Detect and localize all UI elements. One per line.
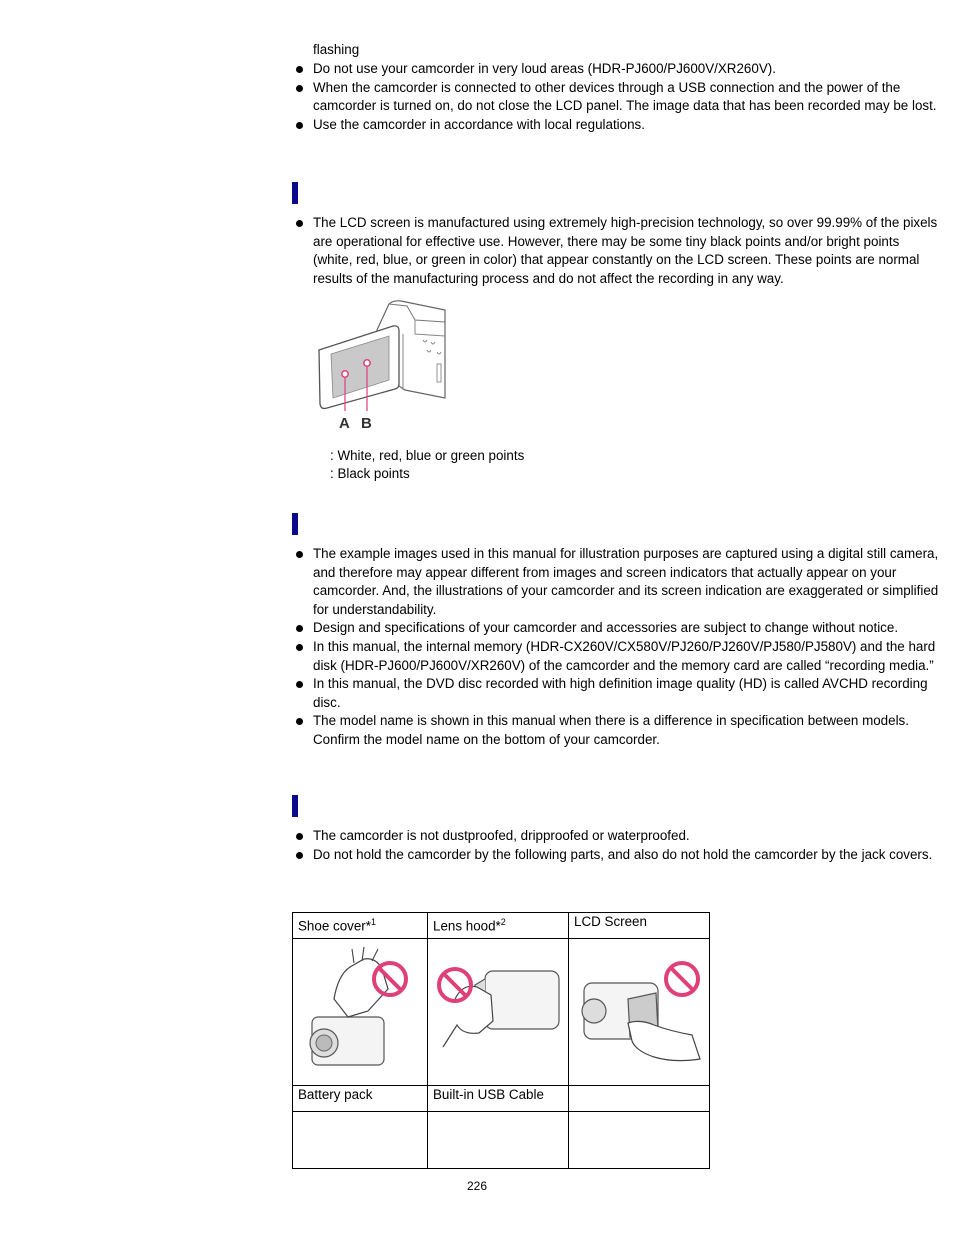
- list-item: The example images used in this manual for illustration purposes are captured using a digital still camera, and therefore may appear different from images and screen indicators that actually appear on your camcorder. And, the illustrations of your camcorder and its screen indication are exaggerated or simplified for understandability.: [295, 545, 940, 619]
- usb-cable-label: Built-in USB Cable: [433, 1087, 544, 1102]
- lens-hood-label: Lens hood*: [433, 918, 501, 934]
- lcd-screen-cell: [569, 913, 710, 939]
- usb-image-cell: [428, 1112, 569, 1169]
- battery-pack-cell: [293, 1086, 428, 1112]
- lens-hood-footnote: 2: [500, 917, 506, 927]
- section1-list: [295, 60, 940, 134]
- lens-hood-cell: [428, 913, 569, 939]
- list-item: Do not use your camcorder in very loud areas (HDR-PJ600/PJ600V/XR260V).: [295, 60, 940, 79]
- empty-cell: [569, 1086, 710, 1112]
- lens-hood-image-cell: [428, 939, 569, 1086]
- list-item: In this manual, the internal memory (HDR-CX260V/CX580V/PJ260/PJ260V/PJ580/PJ580V) and the hard disk (HDR-PJ600/PJ600V/XR260V) of the camcorder and the memory card are called “recording media.”: [295, 638, 940, 675]
- shoe-cover-label: Shoe cover*: [298, 918, 371, 934]
- lcd-screen-illustration: [574, 939, 704, 1079]
- section2-list: [295, 214, 940, 288]
- parts-table: [292, 912, 710, 1169]
- table-row: [293, 913, 710, 939]
- page-number: 226: [466, 1179, 488, 1193]
- list-item: The LCD screen is manufactured using extremely high-precision technology, so over 99.99% of the pixels are operational for effective use. However, there may be some tiny black points and/or bright points (white, red, blue, or green in color) that appear constantly on the LCD screen. These points are normal results of the manufacturing process and do not affect the recording in any way.: [295, 214, 940, 288]
- table-row: [293, 1112, 710, 1169]
- section-heading-bar: [292, 513, 298, 535]
- continuation-text: flashing: [313, 42, 360, 57]
- shoe-cover-cell: [293, 913, 428, 939]
- list-item: The model name is shown in this manual when there is a difference in specification between models. Confirm the model name on the bottom of your camcorder.: [295, 712, 940, 749]
- section4-list: [295, 827, 940, 864]
- shoe-cover-footnote: 1: [370, 917, 376, 927]
- section3-list: [295, 545, 940, 750]
- list-item: The camcorder is not dustproofed, dripproofed or waterproofed.: [295, 827, 940, 846]
- legend-black-points: : Black points: [330, 466, 410, 481]
- lcd-screen-image-cell: [569, 939, 710, 1086]
- table-row: [293, 1086, 710, 1112]
- list-item: Do not hold the camcorder by the following parts, and also do not hold the camcorder by the jack covers.: [295, 846, 940, 865]
- figure-label-a: A: [339, 415, 350, 432]
- usb-cable-cell: [428, 1086, 569, 1112]
- shoe-cover-illustration: [298, 939, 422, 1079]
- empty-image-cell: [569, 1112, 710, 1169]
- figure-label-b: B: [361, 415, 372, 432]
- legend-white-points: : White, red, blue or green points: [330, 448, 525, 463]
- battery-pack-label: Battery pack: [298, 1087, 373, 1102]
- list-item: Use the camcorder in accordance with local regulations.: [295, 116, 940, 135]
- section-heading-bar: [292, 795, 298, 817]
- lcd-screen-label: LCD Screen: [574, 914, 647, 929]
- lens-hood-illustration: [433, 939, 563, 1079]
- lcd-screen-figure: [315, 298, 447, 432]
- shoe-cover-image-cell: [293, 939, 428, 1086]
- section-heading-bar: [292, 182, 298, 204]
- list-item: Design and specifications of your camcorder and accessories are subject to change without notice.: [295, 619, 940, 638]
- list-item: When the camcorder is connected to other devices through a USB connection and the power of the camcorder is turned on, do not close the LCD panel. The image data that has been recorded may be lost.: [295, 79, 940, 116]
- battery-image-cell: [293, 1112, 428, 1169]
- table-row: [293, 939, 710, 1086]
- list-item: In this manual, the DVD disc recorded with high definition image quality (HD) is called AVCHD recording disc.: [295, 675, 940, 712]
